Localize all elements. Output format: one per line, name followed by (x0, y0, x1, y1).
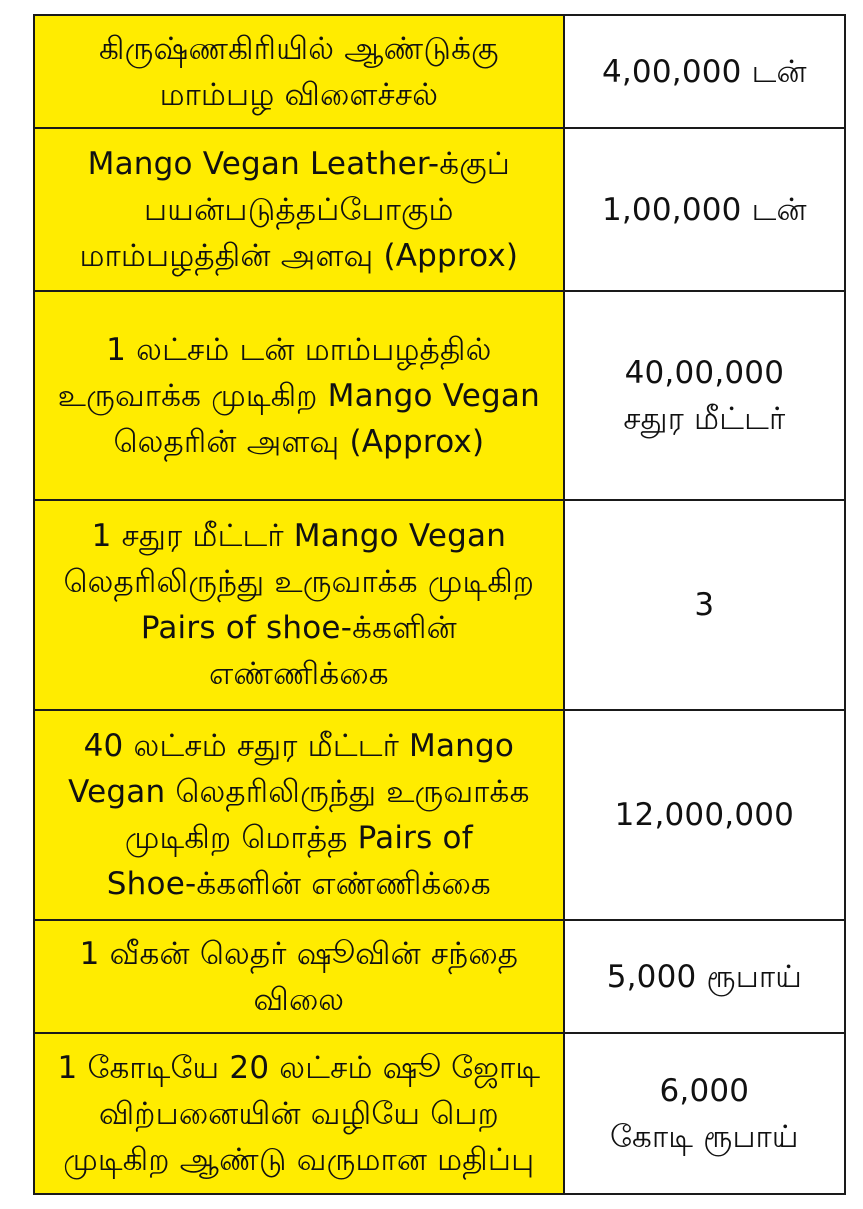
row-value (564, 15, 845, 128)
row-value (564, 500, 845, 710)
table-row (34, 920, 845, 1033)
value-line: 3 (694, 587, 715, 623)
label-line: உருவாக்க முடிகிற Mango Vegan (57, 377, 540, 414)
label-line: Vegan லெதரிலிருந்து உருவாக்க (68, 774, 530, 810)
row-label (34, 500, 564, 710)
value-line: 1,00,000 டன் (601, 191, 807, 228)
row-value (564, 291, 845, 500)
row-label (34, 710, 564, 920)
value-line: 12,000,000 (614, 797, 795, 833)
row-value (564, 128, 845, 291)
table-row (34, 128, 845, 291)
label-line: Pairs of shoe-க்களின் (140, 610, 457, 646)
label-line: 1 சதுர மீட்டர் Mango Vegan (91, 518, 507, 554)
table-row (34, 291, 845, 500)
value-line: 5,000 ரூபாய் (606, 958, 803, 995)
label-line: மாம்பழத்தின் அளவு (Approx) (79, 237, 519, 274)
value-line: 4,00,000 டன் (601, 53, 807, 90)
row-label (34, 291, 564, 500)
label-line: லெதரிலிருந்து உருவாக்க முடிகிற (63, 564, 535, 600)
data-table (33, 14, 846, 1195)
label-line: 1 லட்சம் டன் மாம்பழத்தில் (106, 331, 492, 368)
value-line: சதுர மீட்டர் (623, 400, 786, 437)
value-line: கோடி ரூபாய் (610, 1118, 799, 1155)
row-label (34, 1033, 564, 1194)
label-line: Mango Vegan Leather-க்குப் (87, 145, 511, 182)
value-line: 40,00,000 (624, 354, 785, 391)
label-line: பயன்படுத்தப்போகும் (144, 191, 454, 228)
row-value (564, 920, 845, 1033)
row-value (564, 710, 845, 920)
row-label (34, 128, 564, 291)
label-line: லெதரின் அளவு (Approx) (113, 423, 485, 460)
label-line: கிருஷ்ணகிரியில் ஆண்டுக்கு (99, 30, 499, 67)
row-label (34, 920, 564, 1033)
row-label (34, 15, 564, 128)
table-row (34, 15, 845, 128)
value-line: 6,000 (659, 1072, 750, 1109)
label-line: விலை (253, 981, 345, 1018)
table-row (34, 710, 845, 920)
label-line: முடிகிற ஆண்டு வருமான மதிப்பு (63, 1141, 535, 1178)
label-line: Shoe-க்களின் எண்ணிக்கை (106, 866, 491, 902)
label-line: 40 லட்சம் சதுர மீட்டர் Mango (83, 728, 515, 764)
label-line: மாம்பழ விளைச்சல் (159, 76, 439, 113)
row-value (564, 1033, 845, 1194)
label-line: 1 வீகன் லெதர் ஷூவின் சந்தை (79, 935, 519, 972)
label-line: முடிகிற மொத்த Pairs of (124, 820, 473, 856)
label-line: எண்ணிக்கை (209, 656, 389, 692)
table-row (34, 1033, 845, 1194)
table-row (34, 500, 845, 710)
label-line: விற்பனையின் வழியே பெற (98, 1095, 499, 1132)
label-line: 1 கோடியே 20 லட்சம் ஷூ ஜோடி (57, 1049, 541, 1086)
